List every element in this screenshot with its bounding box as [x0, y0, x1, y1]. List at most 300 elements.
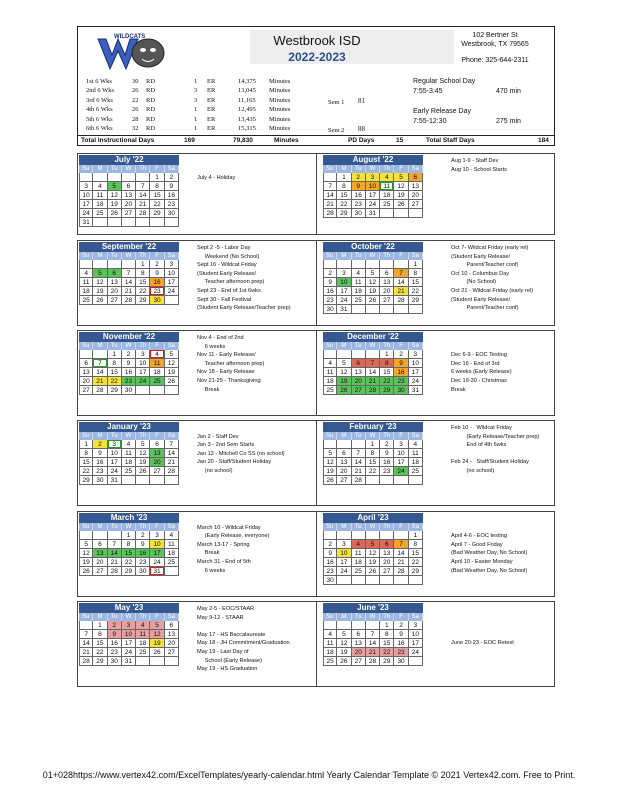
day-cell: [409, 576, 423, 585]
day-cell: [93, 531, 107, 540]
weekday-header: [323, 252, 423, 260]
note-line: Dec 6-9 - EOC Testing: [451, 352, 507, 359]
day-cell: 17: [136, 368, 150, 377]
day-cell: [337, 260, 351, 269]
weekday-label: Sa: [409, 523, 423, 531]
weekday-label: M: [93, 165, 107, 173]
day-cell: 24: [122, 648, 136, 657]
day-cell: [380, 305, 394, 314]
day-cell: 13: [150, 449, 164, 458]
day-cell: 27: [380, 567, 394, 576]
day-cell: [394, 576, 408, 585]
day-cell: 11: [122, 449, 136, 458]
note-line: Break: [197, 550, 220, 557]
day-cell: [394, 260, 408, 269]
day-cell: 30: [323, 305, 337, 314]
day-cell: 19: [323, 467, 337, 476]
day-cell: [366, 576, 380, 585]
weekday-label: Th: [380, 613, 394, 621]
weekday-label: Sa: [165, 252, 179, 260]
month-title: August '22: [323, 155, 423, 165]
day-cell: 13: [409, 182, 423, 191]
day-cell: [165, 657, 179, 666]
weekday-label: W: [366, 432, 380, 440]
day-cell: [366, 350, 380, 359]
day-cell: 16: [394, 368, 408, 377]
day-cell: 21: [352, 467, 366, 476]
day-cell: 1: [380, 621, 394, 630]
day-cell: 6: [352, 359, 366, 368]
notes-left_notes: [197, 424, 285, 476]
day-cell: 27: [380, 296, 394, 305]
day-cell: [366, 260, 380, 269]
day-cell: 14: [108, 549, 122, 558]
day-cell: 24: [337, 567, 351, 576]
day-cell: 9: [122, 359, 136, 368]
day-cell: [380, 531, 394, 540]
day-cell: 24: [409, 648, 423, 657]
day-cell: [352, 305, 366, 314]
note-line: School (Early Release): [197, 657, 262, 664]
notes-left_notes: [197, 605, 290, 674]
day-cell: 12: [366, 549, 380, 558]
day-cell: 8: [409, 540, 423, 549]
day-cell: 3: [136, 350, 150, 359]
day-cell: 28: [79, 657, 93, 666]
note-line: Jan 2 - Staff Dev: [197, 433, 239, 440]
day-cell: 6: [409, 173, 423, 182]
day-cell: [93, 218, 107, 227]
weekday-label: F: [394, 252, 408, 260]
day-cell: 2: [380, 440, 394, 449]
day-cell: 5: [337, 359, 351, 368]
note-line: May 19 - HS Graduation: [197, 666, 258, 673]
month-title: June '23: [323, 603, 423, 613]
day-cell: 8: [108, 359, 122, 368]
regular-day-time: 7:55-3:45: [413, 88, 443, 95]
day-cell: 23: [394, 377, 408, 386]
day-cell: 28: [394, 567, 408, 576]
weekday-label: Tu: [352, 523, 366, 531]
day-cell: 6: [108, 269, 122, 278]
day-cell: 5: [323, 449, 337, 458]
day-cell: 6: [79, 359, 93, 368]
day-cell: 29: [93, 657, 107, 666]
day-cell: 30: [165, 209, 179, 218]
note-line: [197, 424, 285, 433]
day-cell: 1: [79, 440, 93, 449]
weekday-label: F: [394, 523, 408, 531]
weekday-label: M: [337, 165, 351, 173]
day-cell: 24: [150, 558, 164, 567]
day-cell: [366, 305, 380, 314]
weekday-label: Su: [79, 432, 93, 440]
sem2-label: Sem 2: [328, 127, 345, 134]
note-line: Aug 10 - School Starts: [451, 166, 507, 173]
note-line: [197, 622, 290, 631]
day-cell: 3: [150, 531, 164, 540]
note-line: [451, 450, 539, 459]
note-line: (no school): [197, 467, 233, 474]
grading-days: 32: [132, 124, 139, 132]
day-cell: 1: [337, 173, 351, 182]
day-cell: 13: [165, 630, 179, 639]
note-line: Jan 13 - Mitchell Co SS (no school): [197, 450, 285, 457]
day-cell: 14: [136, 191, 150, 200]
district-name: Westbrook ISD: [273, 33, 361, 48]
day-cell: 14: [93, 368, 107, 377]
weekday-header: [323, 342, 423, 350]
day-cell: [337, 440, 351, 449]
day-cell: 12: [337, 368, 351, 377]
day-cell: 16: [122, 368, 136, 377]
day-cell: 8: [380, 630, 394, 639]
day-cell: 7: [79, 630, 93, 639]
day-cell: 8: [136, 269, 150, 278]
day-cell: 1: [150, 173, 164, 182]
day-cell: 16: [380, 458, 394, 467]
day-cell: 5: [108, 182, 122, 191]
day-cell: 29: [409, 296, 423, 305]
month-left: [79, 155, 179, 227]
day-cell: 27: [150, 467, 164, 476]
day-cell: 7: [366, 359, 380, 368]
day-cell: 19: [366, 558, 380, 567]
note-line: April 7 - Good Friday: [451, 541, 503, 548]
note-line: April 10 - Easter Monday: [451, 558, 513, 565]
day-cell: 8: [366, 449, 380, 458]
day-cell: 24: [136, 377, 150, 386]
day-cell: 31: [122, 657, 136, 666]
day-cell: [323, 173, 337, 182]
day-cell: 10: [108, 449, 122, 458]
grading-period: 4th 6 Wks: [86, 106, 113, 114]
grading-min: 12,495: [238, 106, 256, 114]
day-cell: 2: [323, 540, 337, 549]
day-cell: 30: [136, 567, 150, 576]
weekday-label: Tu: [108, 523, 122, 531]
month-left: [79, 422, 179, 485]
weekday-label: Th: [136, 613, 150, 621]
day-cell: 6: [337, 449, 351, 458]
day-cell: 15: [108, 368, 122, 377]
day-cell: 15: [380, 368, 394, 377]
day-cell: 8: [409, 269, 423, 278]
note-line: (No School): [451, 279, 497, 286]
day-grid: [323, 621, 423, 666]
day-cell: [323, 531, 337, 540]
row-divider: [316, 511, 317, 597]
day-cell: 11: [93, 191, 107, 200]
day-cell: 21: [394, 558, 408, 567]
row-divider: [316, 601, 317, 687]
day-cell: 28: [352, 476, 366, 485]
day-cell: 25: [352, 296, 366, 305]
footer: 01+028https://www.vertex42.com/ExcelTemplates/yearly-calendar.html Yearly Calendar Template © 2021 Vertex42.com. Free to Print.: [42, 770, 576, 780]
day-cell: [366, 476, 380, 485]
day-cell: 21: [366, 377, 380, 386]
weekday-label: Sa: [409, 613, 423, 621]
day-cell: 17: [409, 368, 423, 377]
day-cell: 5: [136, 440, 150, 449]
day-cell: 31: [366, 209, 380, 218]
day-cell: 19: [79, 558, 93, 567]
day-cell: 15: [93, 639, 107, 648]
day-cell: 10: [79, 191, 93, 200]
day-cell: 14: [79, 639, 93, 648]
weekday-label: M: [93, 342, 107, 350]
day-cell: 27: [352, 657, 366, 666]
total-minutes: 79,830: [233, 137, 253, 144]
notes-left_notes: [197, 157, 235, 183]
day-cell: 21: [366, 648, 380, 657]
day-cell: 13: [380, 278, 394, 287]
day-cell: [150, 657, 164, 666]
weekday-label: Sa: [409, 432, 423, 440]
day-cell: 20: [165, 639, 179, 648]
day-cell: 29: [409, 567, 423, 576]
day-cell: 8: [122, 540, 136, 549]
note-line: (Early Release/Teacher prep): [451, 433, 540, 440]
day-cell: 12: [93, 278, 107, 287]
pd-days: 15: [396, 137, 404, 144]
day-cell: 10: [136, 359, 150, 368]
weekday-label: W: [366, 165, 380, 173]
day-cell: 20: [380, 558, 394, 567]
note-line: Sept 16 - Wildcat Friday: [197, 262, 257, 269]
day-cell: 29: [136, 296, 150, 305]
grading-days: 26: [132, 106, 139, 114]
day-cell: [136, 657, 150, 666]
day-cell: 30: [108, 657, 122, 666]
day-cell: 7: [108, 540, 122, 549]
day-cell: 28: [165, 467, 179, 476]
day-cell: 25: [165, 558, 179, 567]
grading-er: ER: [207, 106, 216, 114]
day-cell: 15: [380, 639, 394, 648]
weekday-label: Tu: [108, 252, 122, 260]
weekday-label: Su: [323, 342, 337, 350]
day-cell: 26: [337, 657, 351, 666]
day-cell: 14: [352, 458, 366, 467]
day-cell: 10: [337, 278, 351, 287]
day-cell: 3: [409, 621, 423, 630]
day-cell: 27: [79, 386, 93, 395]
month-title: March '23: [79, 513, 179, 523]
day-cell: 13: [380, 549, 394, 558]
day-cell: 14: [323, 191, 337, 200]
day-cell: 20: [122, 200, 136, 209]
day-cell: 23: [323, 296, 337, 305]
weekday-label: Th: [136, 165, 150, 173]
day-cell: 27: [409, 200, 423, 209]
day-cell: 5: [366, 269, 380, 278]
note-line: Teacher afternoon prep): [197, 360, 265, 367]
day-cell: 8: [380, 359, 394, 368]
month-right: [323, 242, 423, 314]
month-title: February '23: [323, 422, 423, 432]
day-cell: 26: [93, 296, 107, 305]
day-cell: 10: [409, 630, 423, 639]
weekday-label: F: [394, 432, 408, 440]
weekday-label: Th: [136, 523, 150, 531]
day-cell: [150, 476, 164, 485]
weekday-header: [79, 523, 179, 531]
day-cell: 11: [352, 278, 366, 287]
day-grid: [323, 440, 423, 485]
weekday-label: W: [366, 613, 380, 621]
day-cell: 19: [136, 458, 150, 467]
grading-er: ER: [207, 78, 216, 85]
day-cell: 27: [93, 567, 107, 576]
day-cell: 17: [337, 558, 351, 567]
day-cell: 29: [380, 386, 394, 395]
day-cell: 2: [394, 621, 408, 630]
note-line: [451, 524, 527, 533]
day-cell: 23: [394, 648, 408, 657]
day-cell: 23: [352, 200, 366, 209]
note-line: (no school): [451, 467, 495, 474]
weekday-label: Th: [380, 165, 394, 173]
day-cell: 25: [352, 567, 366, 576]
weekday-label: M: [337, 432, 351, 440]
notes-right_notes: [451, 334, 512, 394]
day-cell: 24: [165, 287, 179, 296]
day-cell: 1: [409, 531, 423, 540]
month-title: May '23: [79, 603, 179, 613]
weekday-label: Th: [136, 432, 150, 440]
day-cell: 8: [93, 630, 107, 639]
month-title: November '22: [79, 332, 179, 342]
notes-right_notes: [451, 244, 533, 313]
day-cell: 16: [352, 191, 366, 200]
day-cell: 13: [337, 458, 351, 467]
day-cell: 18: [150, 368, 164, 377]
day-cell: [409, 209, 423, 218]
day-cell: 4: [352, 269, 366, 278]
day-cell: 11: [323, 639, 337, 648]
total-minutes-label: Minutes: [274, 137, 299, 144]
day-cell: 26: [366, 567, 380, 576]
weekday-label: Su: [79, 165, 93, 173]
day-cell: 15: [122, 549, 136, 558]
day-cell: 28: [93, 386, 107, 395]
weekday-label: Th: [380, 252, 394, 260]
day-cell: 18: [380, 191, 394, 200]
day-cell: 21: [136, 200, 150, 209]
day-cell: 22: [93, 648, 107, 657]
day-cell: [352, 531, 366, 540]
weekday-label: Th: [380, 432, 394, 440]
day-cell: 26: [150, 648, 164, 657]
day-cell: [93, 173, 107, 182]
month-right: [323, 332, 423, 395]
day-cell: 20: [352, 377, 366, 386]
note-line: Nov 21-25 - Thanksgiving: [197, 377, 261, 384]
day-cell: 10: [366, 182, 380, 191]
day-cell: 31: [337, 305, 351, 314]
day-cell: 4: [93, 182, 107, 191]
day-cell: 9: [165, 182, 179, 191]
day-cell: 9: [323, 278, 337, 287]
day-cell: [337, 576, 351, 585]
grading-unit: Minutes: [269, 87, 291, 95]
note-line: Jan 3 - 2nd Sem Starts: [197, 442, 255, 449]
day-cell: 20: [108, 287, 122, 296]
day-cell: 10: [165, 269, 179, 278]
day-cell: [394, 476, 408, 485]
month-title: July '22: [79, 155, 179, 165]
month-left: [79, 332, 179, 395]
staff-days: 184: [538, 137, 549, 144]
day-cell: 18: [93, 200, 107, 209]
day-cell: 28: [122, 296, 136, 305]
day-cell: 22: [122, 558, 136, 567]
day-cell: 12: [108, 191, 122, 200]
day-cell: 24: [394, 467, 408, 476]
day-cell: 6: [93, 540, 107, 549]
day-cell: 23: [150, 287, 164, 296]
note-line: Jan 20 - Staff/Student Holiday: [197, 459, 272, 466]
day-cell: 19: [337, 377, 351, 386]
day-cell: 14: [394, 278, 408, 287]
weekday-header: [79, 165, 179, 173]
day-cell: [380, 209, 394, 218]
day-cell: [79, 621, 93, 630]
day-cell: 17: [337, 287, 351, 296]
day-cell: 3: [165, 260, 179, 269]
weekday-label: Su: [323, 165, 337, 173]
weekday-label: M: [337, 613, 351, 621]
note-line: (Student Early Release/: [451, 296, 511, 303]
month-right: [323, 513, 423, 585]
grading-days: 26: [132, 87, 139, 95]
day-cell: 26: [136, 467, 150, 476]
day-cell: 17: [79, 200, 93, 209]
day-cell: 5: [165, 350, 179, 359]
day-cell: 1: [380, 350, 394, 359]
grading-period: 1st 6 Wks: [86, 78, 112, 85]
grading-days: 22: [132, 96, 139, 104]
note-line: Weekend (No School): [197, 253, 260, 260]
weekday-label: Sa: [165, 523, 179, 531]
day-cell: 7: [323, 182, 337, 191]
weekday-label: F: [150, 523, 164, 531]
day-cell: 24: [79, 209, 93, 218]
day-cell: 22: [409, 558, 423, 567]
month-title: October '22: [323, 242, 423, 252]
day-cell: 6: [380, 540, 394, 549]
day-cell: 3: [108, 440, 122, 449]
day-cell: 1: [409, 260, 423, 269]
weekday-header: [323, 613, 423, 621]
month-title: December '22: [323, 332, 423, 342]
row-divider: [316, 330, 317, 416]
notes-left_notes: [197, 244, 291, 313]
weekday-label: F: [150, 252, 164, 260]
weekday-label: W: [366, 252, 380, 260]
day-cell: 12: [394, 182, 408, 191]
day-cell: 2: [122, 350, 136, 359]
day-cell: 19: [394, 191, 408, 200]
weekday-label: M: [337, 252, 351, 260]
day-cell: 13: [352, 368, 366, 377]
day-cell: 21: [323, 200, 337, 209]
grading-unit: Minutes: [269, 96, 291, 104]
month-left: [79, 242, 179, 305]
row-divider: [316, 153, 317, 235]
day-cell: 10: [122, 630, 136, 639]
